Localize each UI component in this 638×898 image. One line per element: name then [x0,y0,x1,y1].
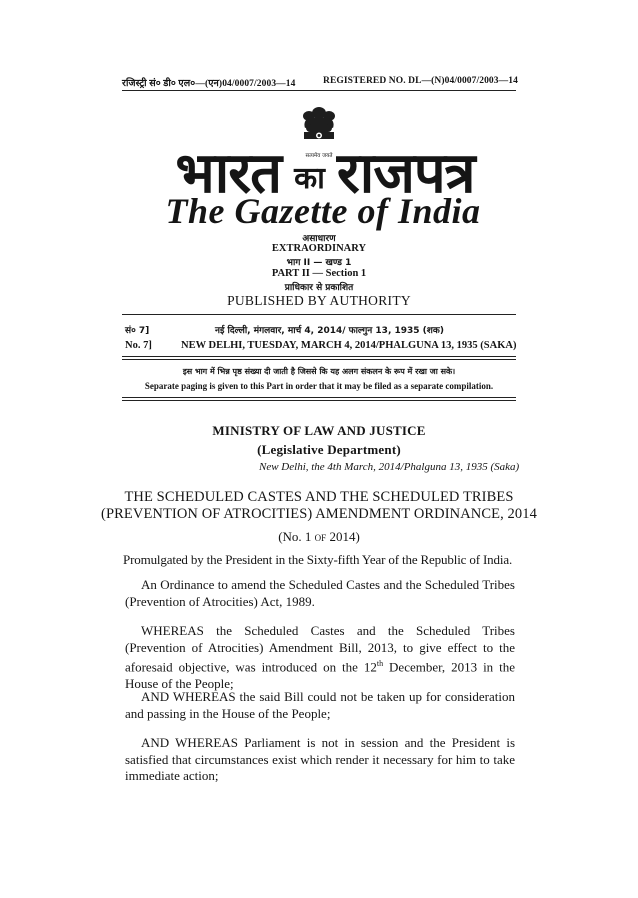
paragraph-whereas-2: AND WHEREAS the said Bill could not be taken up for consideration and passing in the House of the People; [125,689,515,721]
gazette-title-english: The Gazette of India [165,191,481,231]
ordinance-title-line-2: (PREVENTION OF ATROCITIES) AMENDMENT ORDINANCE, 2014 [101,506,537,522]
registration-number-hindi: रजिस्ट्री सं० डी० एल०—(एन)04/0007/2003—14 [122,79,296,89]
published-by-authority: PUBLISHED BY AUTHORITY [227,293,411,308]
ordinance-number-of: OF [314,533,327,543]
top-rule [122,90,516,91]
authority-hindi-label: प्राधिकार से प्रकाशित [284,283,354,293]
issue-date-english: NEW DELHI, TUESDAY, MARCH 4, 2014/PHALGUNA 13, 1935 (SAKA) [181,340,517,351]
separate-paging-english: Separate paging is given to this Part in order that it may be filed as a separate compilation. [144,381,494,391]
note-bottom-rule-2 [122,400,516,401]
paragraph-preamble: An Ordinance to amend the Scheduled Castes and the Scheduled Tribes (Prevention of Atrocities) Act, 1989. [125,577,515,609]
para-2-superscript: th [376,659,384,668]
title-hindi-rajpatra: राजपत्र [336,141,475,206]
para-2-text-b: December, 2013 in the House of the People; [125,659,515,691]
paragraph-whereas-1 [125,623,515,692]
issue-bottom-rule-2 [122,359,516,360]
ordinance-number-pre: (No. 1 [278,529,315,544]
issue-bottom-rule-1 [122,356,516,357]
promulgation-line: Promulgated by the President in the Sixty-fifth Year of the Republic of India. [123,552,513,567]
issue-date-hindi: नई दिल्ली, मंगलवार, मार्च 4, 2014/ फाल्गुन 13, 1935 (शक) [215,326,444,336]
paragraph-whereas-3: AND WHEREAS Parliament is not in session and the President is satisfied that circumstances exist which render it necessary for him to take immediate action; [125,735,515,783]
title-hindi-bharat: भारत [175,141,282,206]
dateline: New Delhi, the 4th March, 2014/Phalguna 13, 1935 (Saka) [259,461,520,473]
ordinance-title-line-1: THE SCHEDULED CASTES AND THE SCHEDULED TRIBES [124,489,514,505]
asadharan-label: असाधारण [302,234,336,244]
ministry-heading: MINISTRY OF LAW AND JUSTICE [212,423,426,438]
ordinance-number [0,529,638,545]
title-hindi-ka: का [294,161,324,197]
part-english-label: PART II — Section 1 [271,268,367,279]
para-2-text-a: WHEREAS the Scheduled Castes and the Scheduled Tribes (Prevention of Atrocities) Amendment Bill, 2013, to give effect to the aforesaid objective, was introduced on the 12 [125,623,515,675]
ordinance-number-post: 2014) [326,529,360,544]
issue-number-hindi: सं० 7] [125,326,150,336]
part-hindi-label: भाग II — खण्ड 1 [286,258,352,268]
registration-number-english: REGISTERED NO. DL—(N)04/0007/2003—14 [323,76,518,86]
note-bottom-rule [122,397,516,398]
issue-number-english: No. 7] [125,340,152,351]
extraordinary-label: EXTRAORDINARY [271,243,367,254]
separate-paging-hindi: इस भाग में भिन्न पृष्ठ संख्या दी जाती है जिससे कि यह अलग संकलन के रूप में रखा जा सके। [182,367,456,376]
issue-top-rule [122,314,516,315]
emblem-motto: सत्यमेव जयते [305,153,333,159]
department-heading: (Legislative Department) [257,442,401,457]
